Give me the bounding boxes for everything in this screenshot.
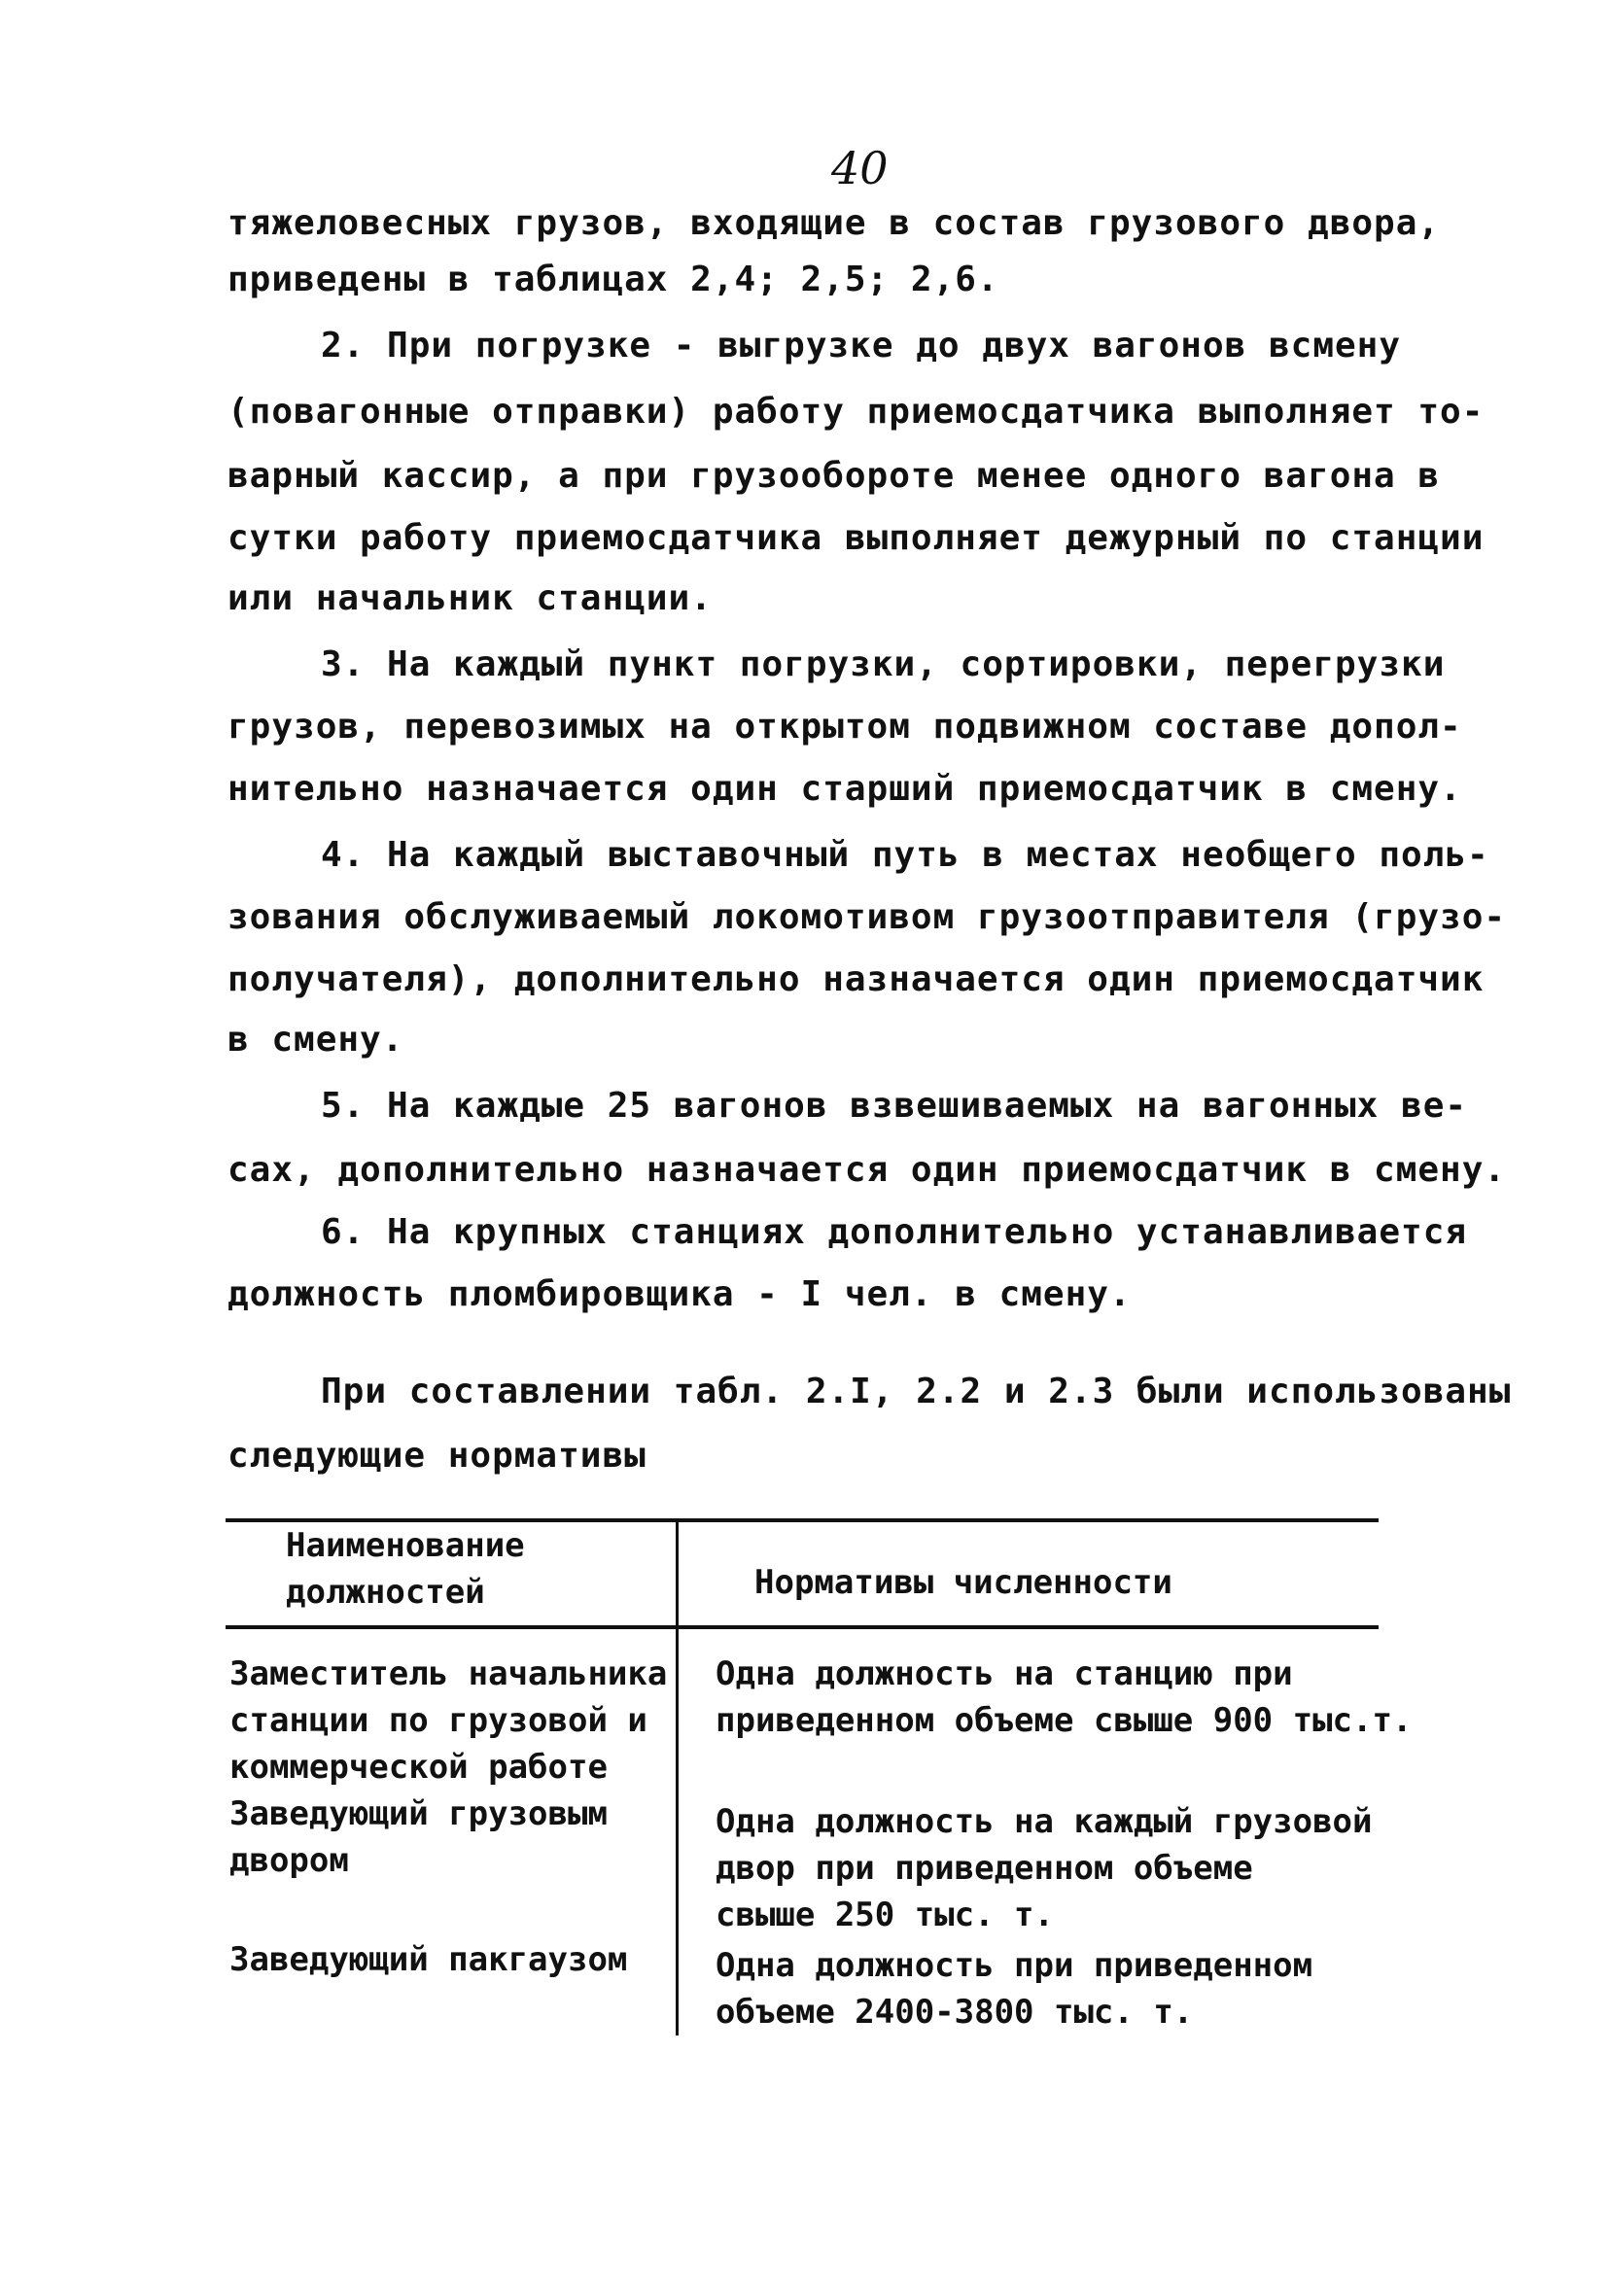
text-line: 4. На каждый выставочный путь в местах необщего поль- — [321, 835, 1489, 875]
text-line: 2. При погрузке - выгрузке до двух вагонов всмену — [321, 326, 1402, 365]
table-header-rule — [226, 1625, 1379, 1629]
table-row-norm: Одна должность при приведенном объеме 2400-3800 тыс. т. — [716, 1946, 1313, 2032]
table-column-divider — [676, 1518, 679, 2035]
text-line: грузов, перевозимых на открытом подвижном составе допол- — [227, 707, 1462, 747]
text-line: При составлении табл. 2.I, 2.2 и 2.3 были использованы — [321, 1372, 1512, 1411]
text-line: в смену. — [227, 1020, 404, 1060]
text-line: варный кассир, а при грузообороте менее одного вагона в — [227, 456, 1441, 496]
text-line: (повагонные отправки) работу приемосдатчика выполняет то- — [227, 392, 1485, 432]
page-number: 40 — [831, 142, 889, 194]
text-line: приведены в таблицах 2,4; 2,5; 2,6. — [227, 260, 999, 299]
table-row-position: Заведующий грузовым двором — [229, 1794, 608, 1880]
text-line: сутки работу приемосдатчика выполняет дежурный по станции — [227, 518, 1485, 558]
table-row-norm: Одна должность на каждый грузовой двор при приведенном объеме свыше 250 тыс. т. — [716, 1802, 1373, 1934]
text-line: нительно назначается один старший приемосдатчик в смену. — [227, 769, 1462, 809]
text-line: или начальник станции. — [227, 578, 713, 618]
text-line: тяжеловесных грузов, входящие в состав грузового двора, — [227, 203, 1441, 243]
table-row-position: Заместитель начальника станции по грузовой и коммерческой работе — [229, 1654, 668, 1787]
text-line: должность пломбировщика - I чел. в смену. — [227, 1274, 1132, 1314]
text-line: следующие нормативы — [227, 1436, 647, 1476]
text-line: зования обслуживаемый локомотивом грузоотправителя (грузо- — [227, 897, 1507, 937]
table-row-norm: Одна должность на станцию при приведенном объеме свыше 900 тыс.т. — [716, 1654, 1413, 1740]
header-position-name: Наименование должностей — [286, 1526, 525, 1612]
text-line: сах, дополнительно назначается один приемосдатчик в смену. — [227, 1150, 1507, 1190]
text-line: 3. На каждый пункт погрузки, сортировки, перегрузки — [321, 644, 1446, 684]
text-line: получателя), дополнительно назначается один приемосдатчик — [227, 959, 1485, 999]
text-line: 5. На каждые 25 вагонов взвешиваемых на вагонных ве- — [321, 1086, 1468, 1126]
header-staffing-norms: Нормативы численности — [754, 1563, 1172, 1602]
text-line: 6. На крупных станциях дополнительно устанавливается — [321, 1212, 1468, 1252]
table-row-position: Заведующий пакгаузом — [229, 1940, 628, 1979]
